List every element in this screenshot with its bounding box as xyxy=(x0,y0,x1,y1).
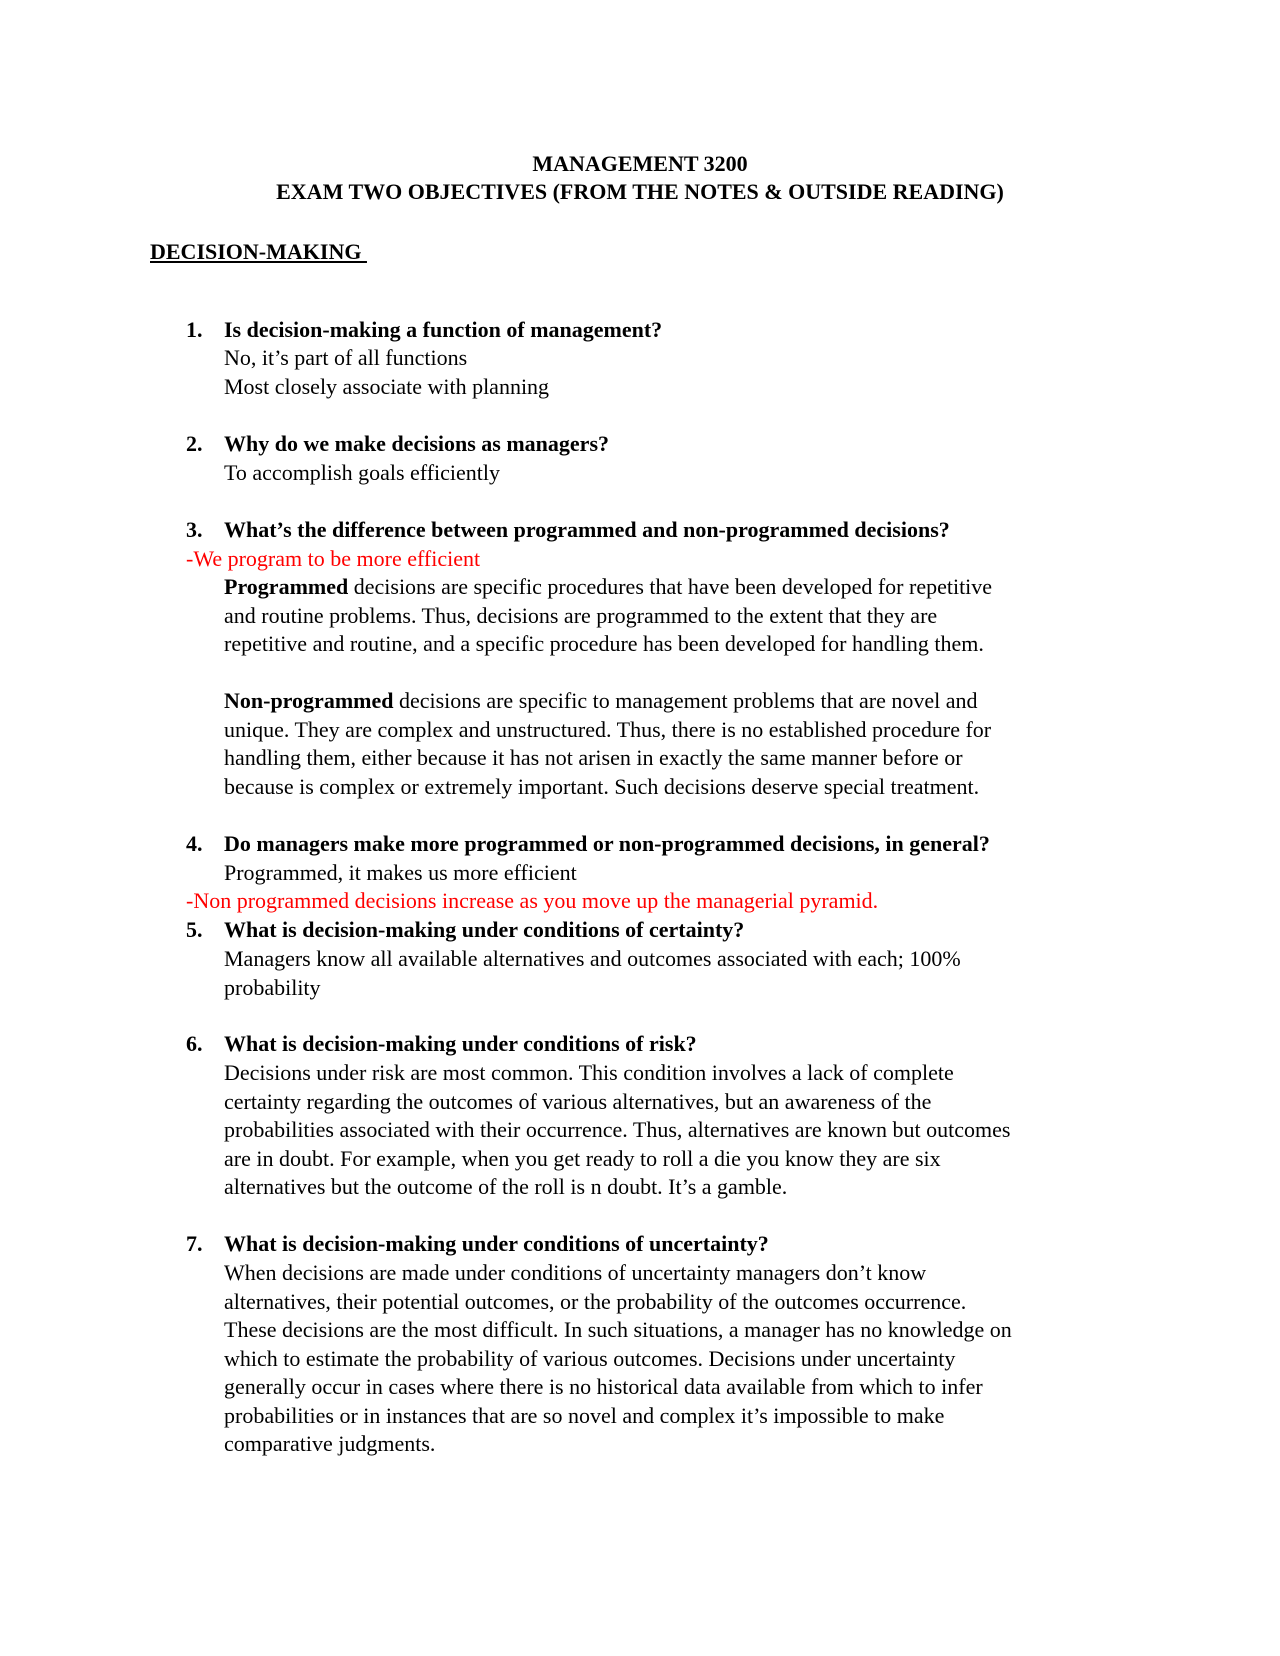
question-number: 7. xyxy=(186,1231,203,1256)
term-programmed: Programmed xyxy=(224,574,349,599)
answer-line: probabilities associated with their occurrence. Thus, alternatives are known but outcomes xyxy=(224,1117,1011,1142)
answer-line: and routine problems. Thus, decisions are programmed to the extent that they are xyxy=(224,602,938,628)
answer-3-programmed xyxy=(224,573,992,659)
answer-line: probabilities or in instances that are so novel and complex it’s impossible to make xyxy=(224,1402,945,1428)
answer-line: alternatives but the outcome of the roll is n doubt. It’s a gamble. xyxy=(224,1174,788,1199)
question-number: 1. xyxy=(186,317,203,342)
question-number: 5. xyxy=(186,917,203,942)
answer-line: No, it’s part of all functions xyxy=(224,345,468,370)
question-number: 3. xyxy=(186,517,203,542)
answer-line: probability xyxy=(224,974,321,1000)
answer-line: These decisions are the most difficult. In such situations, a manager has no knowledge on xyxy=(224,1317,1012,1342)
answer-line-text: decisions are specific to management problems that are novel and xyxy=(393,688,978,713)
question-text: What is decision-making under conditions of uncertainty? xyxy=(224,1231,769,1256)
section-heading: DECISION-MAKING xyxy=(150,239,367,264)
answer-line: To accomplish goals efficiently xyxy=(224,460,501,485)
answer-5 xyxy=(224,945,961,1002)
instructor-note: -We program to be more efficient xyxy=(186,546,481,571)
term-nonprogrammed: Non-programmed xyxy=(224,688,394,713)
question-text: What is decision-making under conditions of certainty? xyxy=(224,917,745,942)
answer-line: are in doubt. For example, when you get ready to roll a die you know they are six xyxy=(224,1145,941,1171)
exam-subtitle: EXAM TWO OBJECTIVES (FROM THE NOTES & OUTSIDE READING) xyxy=(276,179,1004,204)
answer-7 xyxy=(224,1259,1012,1459)
answer-6 xyxy=(224,1059,1010,1202)
document-title-block xyxy=(0,150,1280,206)
answer-line: which to estimate the probability of various outcomes. Decisions under uncertainty xyxy=(224,1345,956,1371)
answer-2 xyxy=(224,459,500,488)
answer-line: repetitive and routine, and a specific procedure has been developed for handling them. xyxy=(224,631,984,656)
answer-line: Most closely associate with planning xyxy=(224,373,550,399)
answer-line-text: decisions are specific procedures that have been developed for repetitive xyxy=(348,574,993,599)
answer-4 xyxy=(224,859,577,888)
answer-1 xyxy=(224,344,549,401)
answer-line: When decisions are made under conditions of uncertainty managers don’t know xyxy=(224,1260,927,1285)
answer-line: Managers know all available alternatives and outcomes associated with each; 100% xyxy=(224,946,961,971)
answer-line: alternatives, their potential outcomes, or the probability of the outcomes occurrence. xyxy=(224,1288,967,1314)
answer-line: handling them, either because it has not arisen in exactly the same manner before or xyxy=(224,745,963,770)
answer-line: because is complex or extremely important. Such decisions deserve special treatment. xyxy=(224,773,980,799)
question-text: Why do we make decisions as managers? xyxy=(224,431,610,456)
question-text: What is decision-making under conditions of risk? xyxy=(224,1031,697,1056)
question-number: 4. xyxy=(186,831,203,856)
answer-line xyxy=(224,573,992,602)
answer-3-nonprogrammed xyxy=(224,687,991,801)
answer-line xyxy=(224,687,991,716)
question-text: Is decision-making a function of management? xyxy=(224,317,663,342)
question-text: Do managers make more programmed or non-programmed decisions, in general? xyxy=(224,831,990,856)
answer-line: Decisions under risk are most common. This condition involves a lack of complete xyxy=(224,1060,954,1085)
answer-line: Programmed, it makes us more efficient xyxy=(224,860,577,885)
answer-line: unique. They are complex and unstructured. Thus, there is no established procedure for xyxy=(224,716,992,742)
course-title: MANAGEMENT 3200 xyxy=(532,151,748,176)
answer-line: generally occur in cases where there is no historical data available from which to infer xyxy=(224,1374,983,1399)
question-number: 2. xyxy=(186,431,203,456)
answer-line: certainty regarding the outcomes of various alternatives, but an awareness of the xyxy=(224,1088,932,1114)
instructor-note: -Non programmed decisions increase as you move up the managerial pyramid. xyxy=(186,888,879,913)
question-number: 6. xyxy=(186,1031,203,1056)
question-text: What’s the difference between programmed and non-programmed decisions? xyxy=(224,517,950,542)
answer-line: comparative judgments. xyxy=(224,1431,436,1456)
